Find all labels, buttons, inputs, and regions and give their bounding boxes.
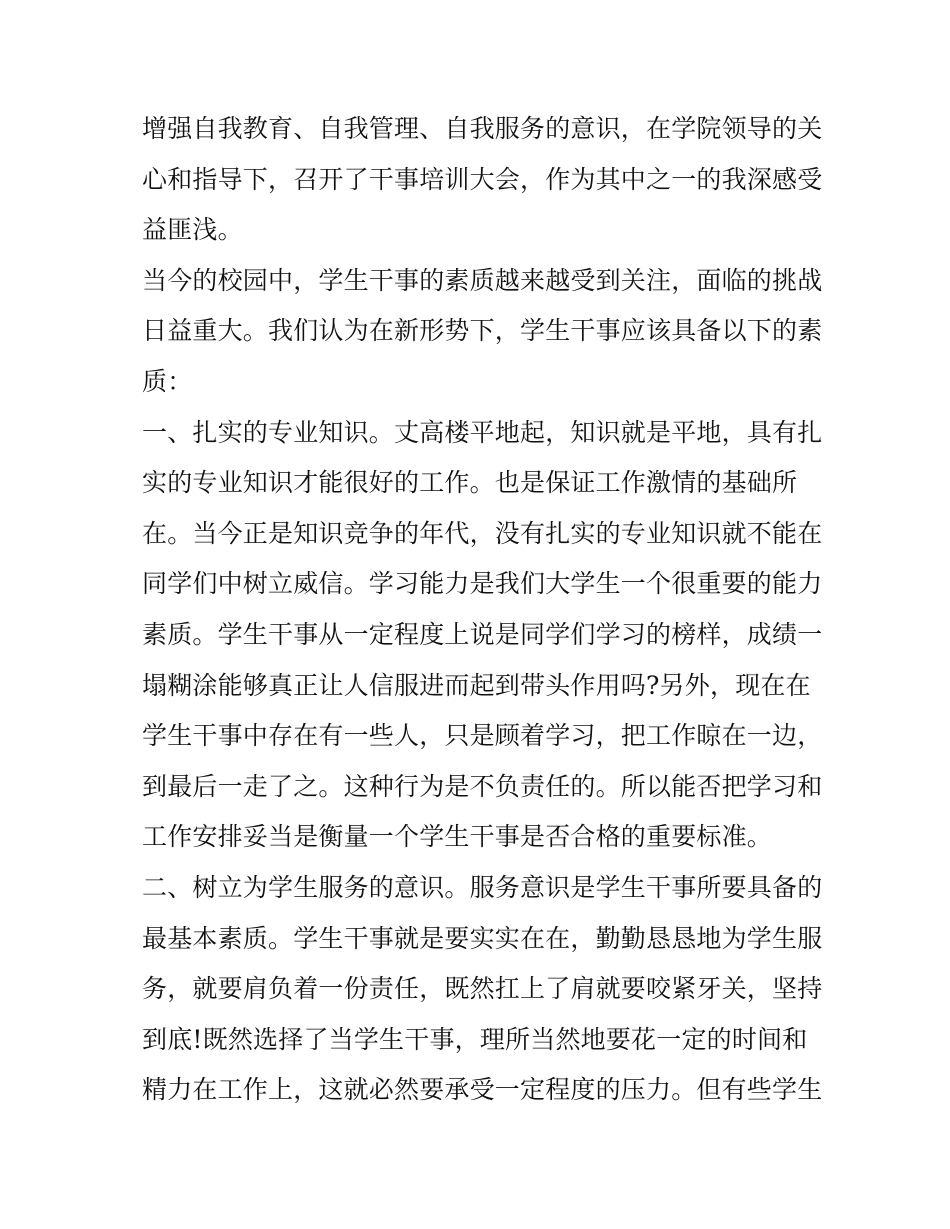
text-line: 学生干事中存在有一些人，只是顾着学习，把工作晾在一边，	[142, 721, 823, 751]
text-line: 增强自我教育、自我管理、自我服务的意识，在学院领导的关	[142, 114, 823, 143]
text-line: 最基本素质。学生干事就是要实实在在，勤勤恳恳地为学生服	[142, 923, 823, 953]
text-line: 到最后一走了之。这种行为是不负责任的。所以能否把学习和	[142, 771, 823, 801]
text-line: 塌糊涂能够真正让人信服进而起到带头作用吗?另外，现在在	[142, 670, 811, 700]
text-line: 到底!既然选择了当学生干事，理所当然地要花一定的时间和	[142, 1024, 808, 1054]
text-line: 益匪浅。	[142, 215, 243, 245]
text-line: 工作安排妥当是衡量一个学生干事是否合格的重要标准。	[142, 822, 773, 852]
text-line: 当今的校园中，学生干事的素质越来越受到关注，面临的挑战	[142, 265, 823, 295]
text-line: 心和指导下，召开了干事培训大会，作为其中之一的我深感受	[142, 164, 823, 194]
text-line: 素质。学生干事从一定程度上说是同学们学习的榜样，成绩一	[142, 619, 823, 649]
text-line: 质：	[142, 366, 193, 396]
text-line: 同学们中树立威信。学习能力是我们大学生一个很重要的能力	[142, 569, 823, 599]
text-line: 精力在工作上，这就必然要承受一定程度的压力。但有些学生	[142, 1075, 823, 1105]
text-line: 日益重大。我们认为在新形势下，学生干事应该具备以下的素	[142, 316, 823, 346]
text-line: 务，就要肩负着一份责任，既然扛上了肩就要咬紧牙关，坚持	[142, 974, 823, 1004]
text-line: 一、扎实的专业知识。丈高楼平地起，知识就是平地，具有扎	[142, 417, 823, 447]
document-body	[142, 104, 822, 1116]
text-line: 二、树立为学生服务的意识。服务意识是学生干事所要具备的	[142, 872, 823, 902]
text-line: 实的专业知识才能很好的工作。也是保证工作激情的基础所	[142, 468, 798, 498]
text-line: 在。当今正是知识竞争的年代，没有扎实的专业知识就不能在	[142, 518, 823, 548]
